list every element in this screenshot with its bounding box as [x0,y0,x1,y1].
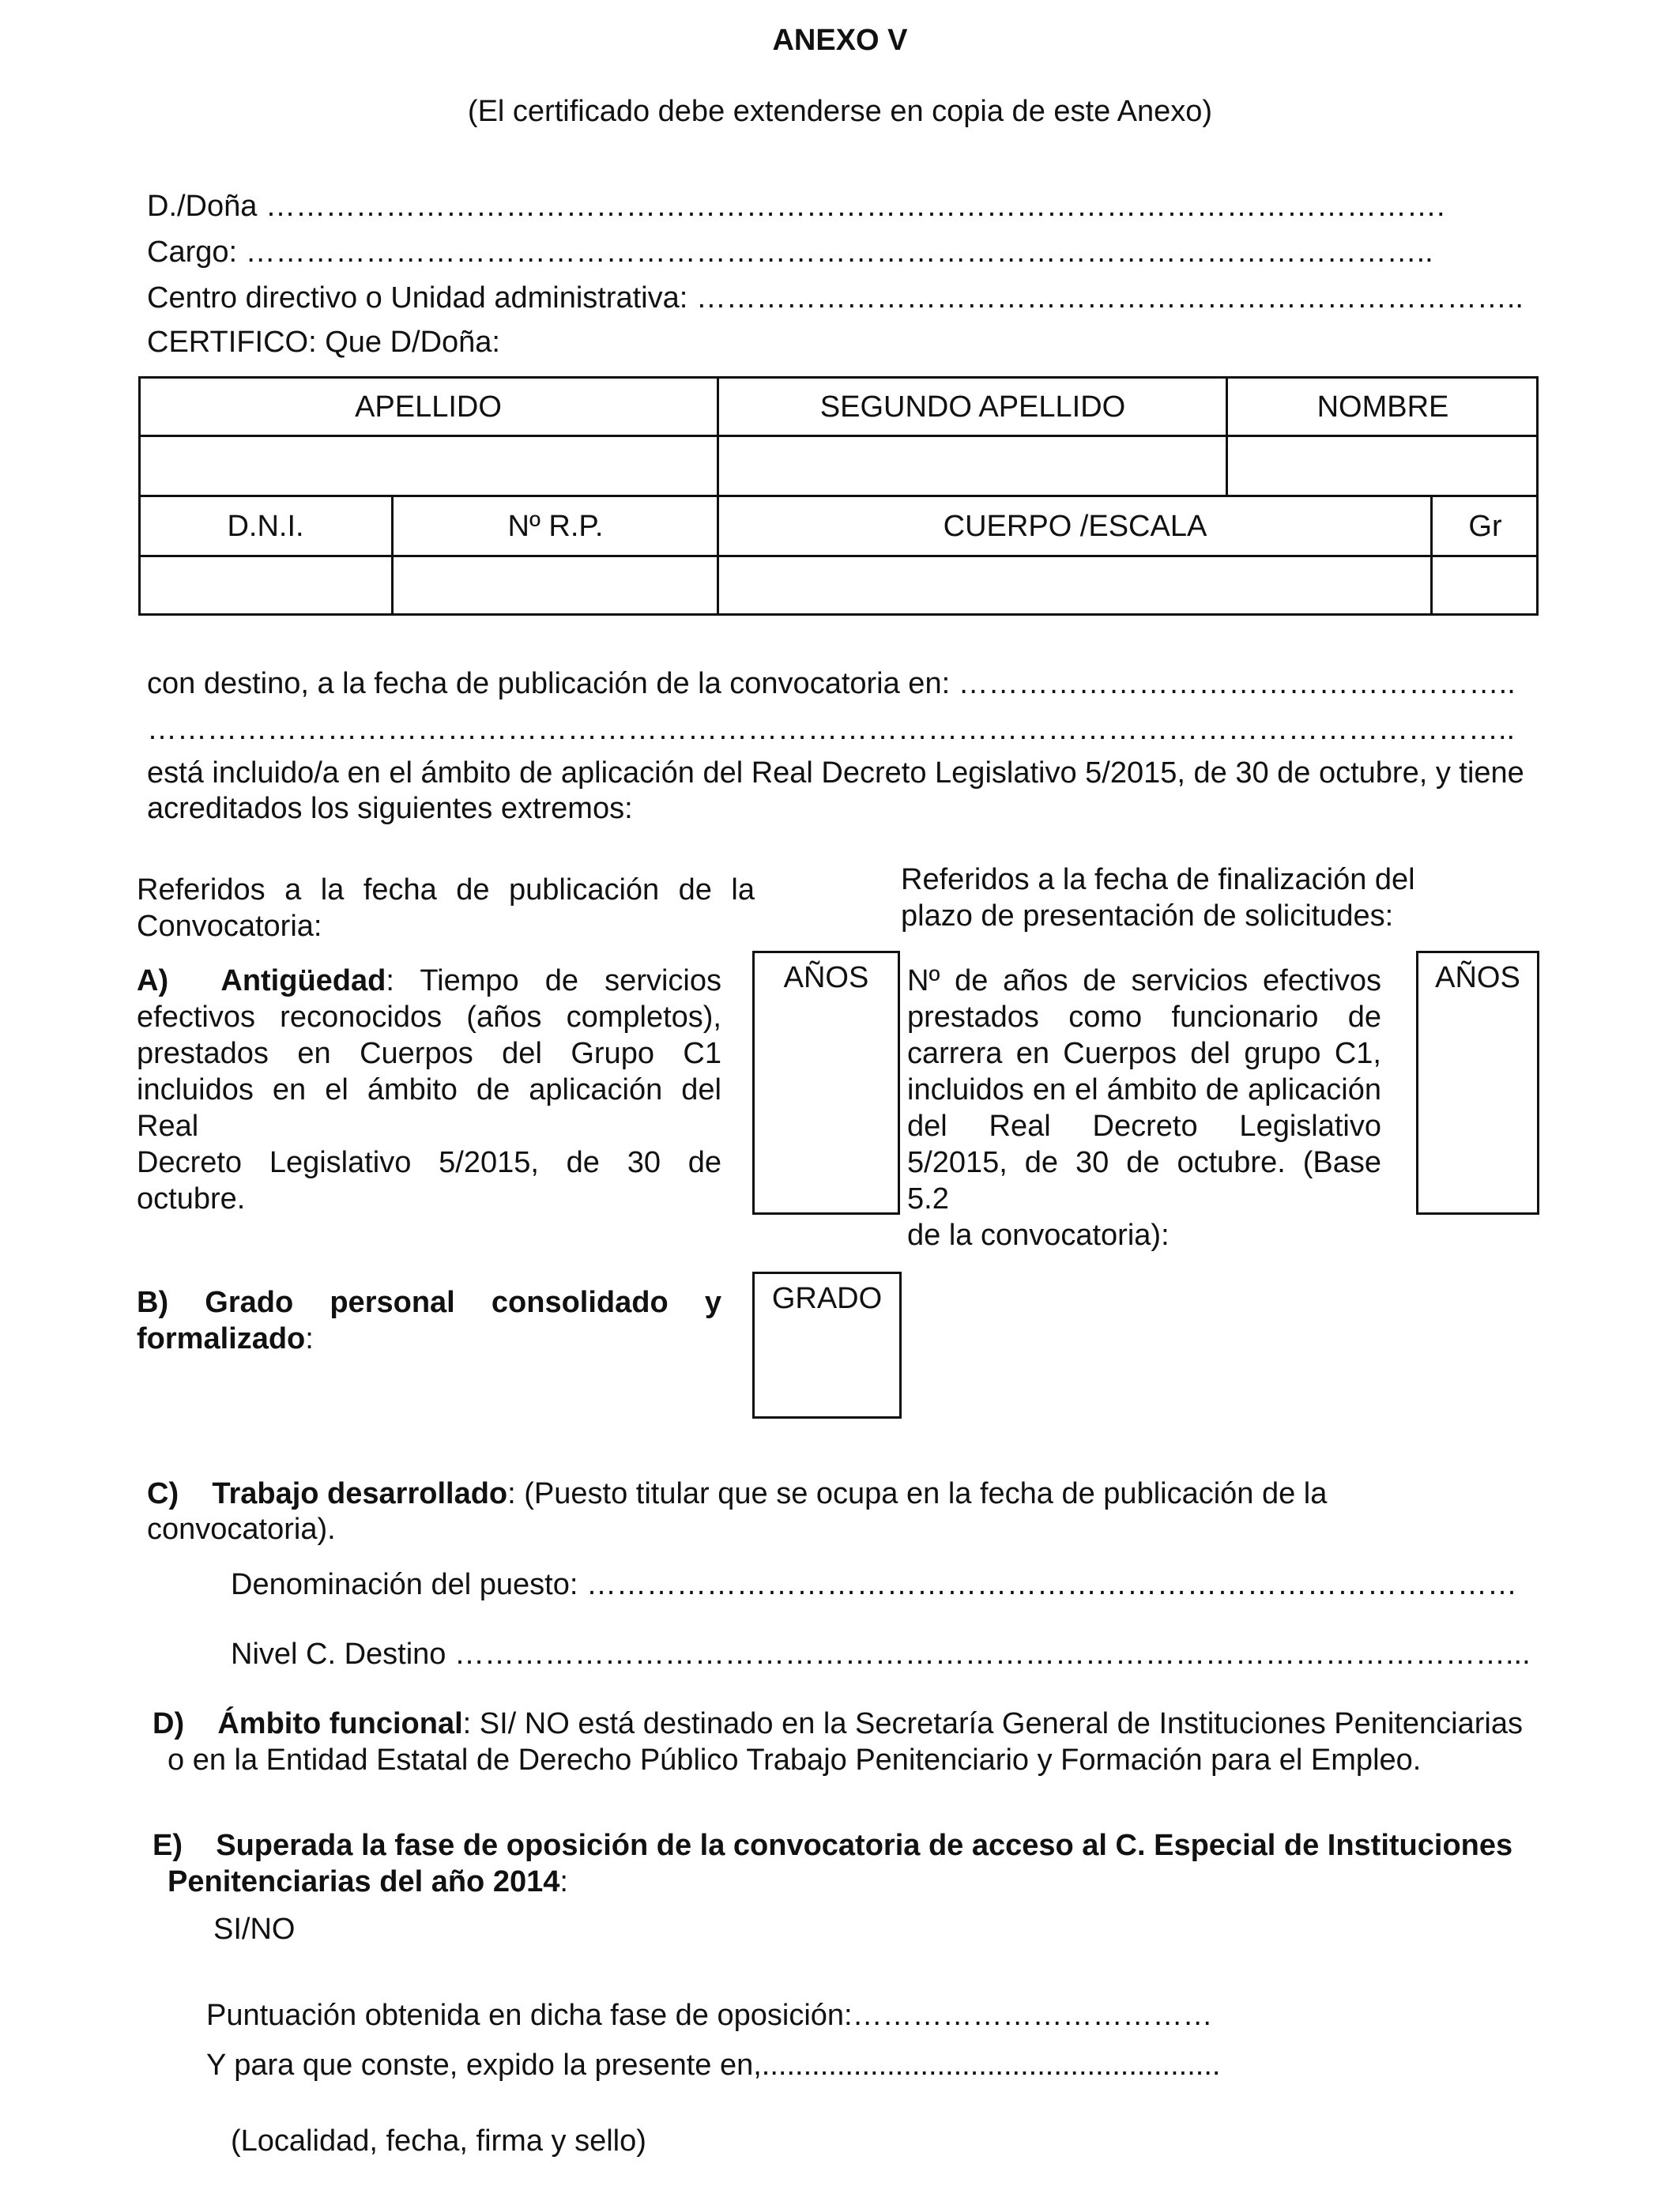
denominacion-puesto-field[interactable]: Denominación del puesto: ………………………………………………………………………………… [231,1568,1517,1601]
section-a-servicios-text: Nº de años de servicios efectivos prestados como funcionario de carrera en Cuerpos del grupo C1, incluidos en el ámbito de aplicación del Real Decreto Legislativo 5/2015, de 30 de octubre. (Base 5.2 de la convocatoria): [907,964,1381,1252]
anos-box-publicacion[interactable] [752,951,900,1215]
dni-input[interactable] [141,557,391,613]
grado-label: GRADO [771,1282,883,1315]
header-nrp: Nº R.P. [507,509,604,543]
header-nombre: NOMBRE [1317,390,1449,424]
apellido-input[interactable] [141,437,717,495]
anos-label: AÑOS [783,961,869,994]
nivel-destino-field[interactable]: Nivel C. Destino ……………………………………………………………………………………………... [231,1638,1531,1671]
section-e-continuation: Penitenciarias del año 2014: [168,1865,568,1898]
section-a-antiguedad-text: A) Antigüedad: Tiempo de servicios efectivos reconocidos (años completos), prestados en Cuerpos del Grupo C1 incluidos en el ámbito de aplicación del Real Decreto Legislativo 5/2015, de 30 de octubre. [137,964,721,1216]
centro-directivo-field[interactable]: Centro directivo o Unidad administrativa: ……………………………………………………………………….. [147,281,1524,315]
header-apellido: APELLIDO [355,390,502,424]
segundo-apellido-input[interactable] [719,437,1226,495]
section-b-grado-text: B) Grado personal consolidado y formalizado: [137,1286,721,1355]
acreditados-statement: acreditados los siguientes extremos: [147,792,633,825]
nombre-input[interactable] [1228,437,1536,495]
annex-title: ANEXO V [772,24,908,57]
cuerpo-escala-input[interactable] [719,557,1430,613]
certifico-label: CERTIFICO: Que D/Doña: [147,326,500,359]
annex-subtitle: (El certificado debe extenderse en copia de este Anexo) [467,95,1213,128]
section-d-heading: D) Ámbito funcional: SI/ NO está destinado en la Secretaría General de Instituciones Penitenciarias [153,1707,1523,1740]
destino-line[interactable]: con destino, a la fecha de publicación de la convocatoria en: ……………………………………………….. [147,667,1516,700]
localidad-fecha-firma-label: (Localidad, fecha, firma y sello) [231,2124,646,2158]
identification-table [138,376,1539,616]
header-segundo-apellido: SEGUNDO APELLIDO [819,390,1126,424]
header-dni: D.N.I. [227,509,304,543]
section-c-continuation: convocatoria). [147,1513,336,1546]
header-cuerpo-escala: CUERPO /ESCALA [943,509,1207,543]
si-no-selector[interactable]: SI/NO [213,1913,296,1946]
referidos-finalizacion-label: Referidos a la fecha de finalización del plazo de presentación de solicitudes: [901,863,1415,933]
expido-field[interactable]: Y para que conste, expido la presente en,....................................................... [206,2049,1221,2082]
referidos-publicacion-label: Referidos a la fecha de publicación de la Convocatoria: [137,873,755,943]
cargo-field[interactable]: Cargo: ……………………………………………………………………………………………………….. [147,236,1433,269]
anos-box-finalizacion[interactable] [1416,951,1539,1215]
dona-field[interactable]: D./Doña ………………………………………………………………………………………………………. [147,190,1445,223]
section-e-heading: E) Superada la fase de oposición de la convocatoria de acceso al C. Especial de Instituciones [153,1829,1513,1862]
anos-label: AÑOS [1435,961,1520,994]
destino-continuation-line[interactable]: ……………………………………………………………………………………………………………………….. [147,713,1516,746]
nrp-input[interactable] [394,557,717,613]
ambito-statement: está incluido/a en el ámbito de aplicación del Real Decreto Legislativo 5/2015, de 30 de octubre, y tiene [147,756,1524,790]
header-grupo: Gr [1468,509,1502,543]
grado-box[interactable] [752,1272,902,1419]
section-c-heading: C) Trabajo desarrollado: (Puesto titular que se ocupa en la fecha de publicación de la [147,1477,1328,1510]
puntuacion-field[interactable]: Puntuación obtenida en dicha fase de oposición:……………………………… [206,1999,1213,2032]
section-d-continuation: o en la Entidad Estatal de Derecho Público Trabajo Penitenciario y Formación para el Empleo. [168,1744,1422,1777]
grupo-input[interactable] [1433,557,1536,613]
